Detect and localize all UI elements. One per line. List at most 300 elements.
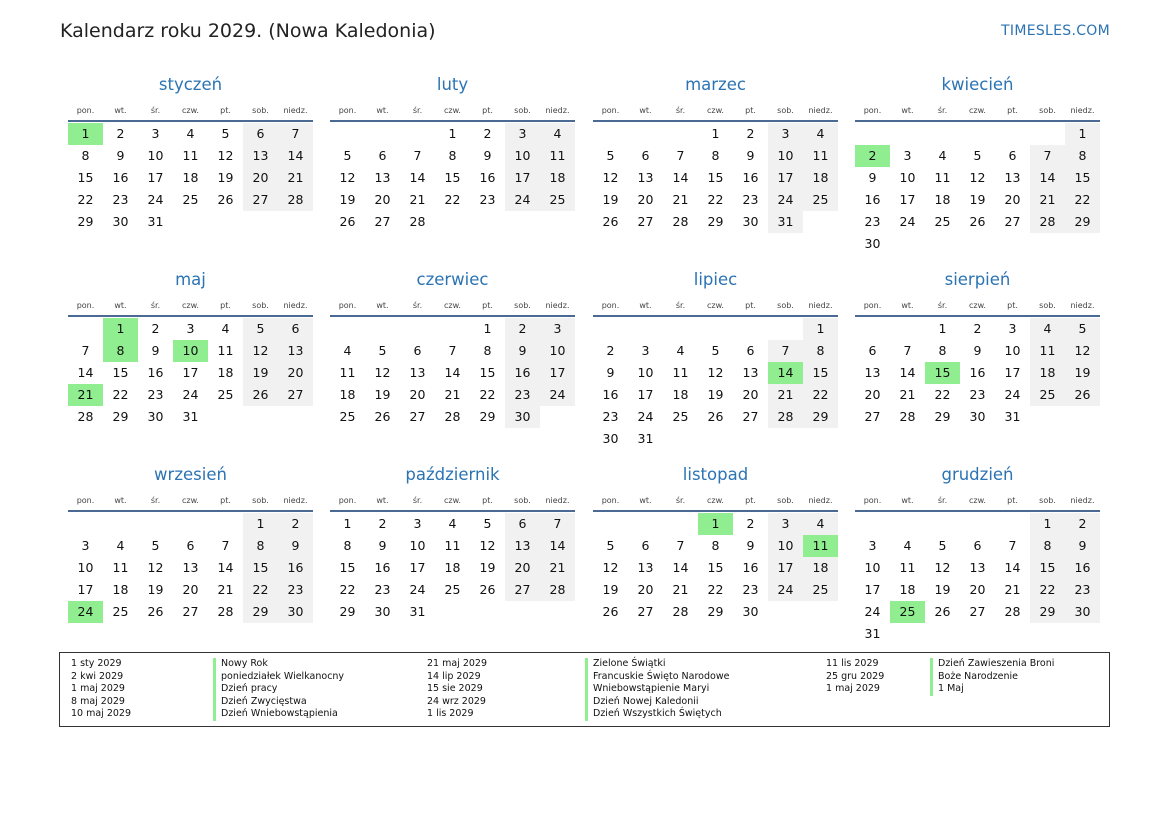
weekday-label: wt.	[376, 496, 389, 505]
day-cell: 25	[672, 409, 689, 424]
day-cell: 5	[1065, 318, 1100, 340]
day-cell: 13	[409, 365, 426, 380]
legend-holiday-name: poniedziałek Wielkanocny	[221, 670, 345, 682]
weekday-label: śr.	[412, 106, 423, 115]
day-cell: 30	[374, 604, 391, 619]
day-cell: 31	[864, 626, 881, 641]
month-9	[330, 464, 575, 623]
day-cell: 8	[1065, 145, 1100, 167]
weekday-label: śr.	[675, 496, 686, 505]
day-cell: 16	[864, 192, 881, 207]
day-cell: 30	[505, 406, 540, 428]
day-cell: 22	[479, 387, 496, 402]
weekday-label: sob.	[1039, 301, 1056, 310]
day-cell: 20	[637, 582, 654, 597]
day-cell: 23	[969, 387, 986, 402]
day-cell: 8	[483, 343, 492, 358]
weekday-label: czw.	[707, 496, 724, 505]
weekday-label: pt.	[220, 106, 231, 115]
day-cell: 18	[934, 192, 951, 207]
day-cell: 8	[448, 148, 457, 163]
day-cell: 6	[243, 123, 278, 145]
day-cell: 22	[444, 192, 461, 207]
day-cell: 3	[413, 516, 422, 531]
legend-date: 1 maj 2029	[71, 683, 125, 694]
day-cell: 21	[409, 192, 426, 207]
holiday-day: 1	[698, 513, 733, 535]
day-grid	[330, 122, 575, 233]
legend-names	[585, 658, 729, 721]
month-6	[593, 269, 838, 450]
day-cell: 2	[746, 516, 755, 531]
day-cell: 5	[483, 516, 492, 531]
empty-cell	[593, 123, 628, 145]
weekday-label: śr.	[150, 301, 161, 310]
weekday-label: niedz.	[545, 301, 570, 310]
day-cell: 28	[672, 214, 689, 229]
legend-date: 24 wrz 2029	[427, 695, 486, 707]
day-cell: 24	[182, 387, 199, 402]
day-cell: 23	[742, 582, 759, 597]
day-cell: 19	[147, 582, 164, 597]
weekday-label: niedz.	[283, 496, 308, 505]
weekday-header	[593, 293, 838, 317]
day-cell: 6	[278, 318, 313, 340]
day-cell: 27	[969, 604, 986, 619]
day-cell: 20	[742, 387, 759, 402]
day-cell: 24	[540, 384, 575, 406]
weekday-label: wt.	[114, 496, 127, 505]
day-cell: 13	[864, 365, 881, 380]
empty-cell	[855, 513, 890, 535]
legend-holiday-name: Dzień pracy	[221, 683, 278, 694]
day-cell: 12	[1065, 340, 1100, 362]
day-cell: 18	[339, 387, 356, 402]
day-cell: 19	[339, 192, 356, 207]
weekday-label: pon.	[863, 301, 882, 310]
day-grid	[855, 512, 1100, 645]
day-cell: 23	[479, 192, 496, 207]
day-cell: 3	[186, 321, 195, 336]
holiday-day: 15	[925, 362, 960, 384]
day-cell: 30	[1065, 601, 1100, 623]
day-cell: 15	[1065, 167, 1100, 189]
empty-cell	[400, 123, 435, 145]
day-cell: 29	[77, 214, 94, 229]
legend-holiday-name: 1 Maj	[938, 683, 964, 694]
month-name: luty	[436, 75, 469, 94]
day-cell: 20	[278, 362, 313, 384]
weekday-label: pon.	[338, 106, 357, 115]
day-cell: 17	[899, 192, 916, 207]
weekday-label: wt.	[639, 301, 652, 310]
day-cell: 15	[339, 560, 356, 575]
day-cell: 11	[899, 560, 916, 575]
day-cell: 25	[803, 579, 838, 601]
day-cell: 1	[1065, 123, 1100, 145]
weekday-label: niedz.	[1070, 496, 1095, 505]
day-cell: 19	[602, 582, 619, 597]
day-cell: 9	[378, 538, 387, 553]
day-cell: 21	[899, 387, 916, 402]
day-cell: 4	[1030, 318, 1065, 340]
day-cell: 8	[711, 538, 720, 553]
day-cell: 11	[217, 343, 234, 358]
day-cell: 20	[864, 387, 881, 402]
empty-cell	[855, 123, 890, 145]
day-cell: 28	[1004, 604, 1021, 619]
day-cell: 16	[1065, 557, 1100, 579]
day-cell: 3	[151, 126, 160, 141]
weekday-header	[330, 98, 575, 122]
weekday-label: niedz.	[545, 106, 570, 115]
day-cell: 28	[409, 214, 426, 229]
day-cell: 30	[278, 601, 313, 623]
weekday-label: sob.	[777, 496, 794, 505]
empty-cell	[400, 318, 435, 340]
weekday-label: sob.	[514, 301, 531, 310]
day-cell: 18	[899, 582, 916, 597]
day-cell: 30	[969, 409, 986, 424]
day-cell: 31	[147, 214, 164, 229]
day-cell: 3	[868, 538, 877, 553]
weekday-label: czw.	[444, 106, 461, 115]
weekday-label: wt.	[639, 496, 652, 505]
weekday-label: czw.	[707, 106, 724, 115]
empty-cell	[365, 318, 400, 340]
day-cell: 23	[374, 582, 391, 597]
day-cell: 6	[973, 538, 982, 553]
weekday-label: pt.	[482, 301, 493, 310]
day-cell: 5	[343, 148, 352, 163]
day-cell: 15	[803, 362, 838, 384]
weekday-label: pt.	[482, 106, 493, 115]
day-cell: 23	[112, 192, 129, 207]
day-cell: 10	[768, 535, 803, 557]
empty-cell	[68, 318, 103, 340]
day-cell: 17	[864, 582, 881, 597]
day-grid	[68, 317, 313, 428]
day-cell: 15	[707, 560, 724, 575]
day-cell: 14	[672, 560, 689, 575]
legend-holiday-name: Dzień Wszystkich Świętych	[593, 708, 722, 719]
day-cell: 21	[768, 384, 803, 406]
weekday-label: sob.	[1039, 496, 1056, 505]
month-name: marzec	[685, 75, 746, 94]
weekday-label: pt.	[745, 496, 756, 505]
day-cell: 24	[864, 604, 881, 619]
empty-cell	[995, 123, 1030, 145]
day-cell: 20	[505, 557, 540, 579]
empty-cell	[890, 513, 925, 535]
day-grid	[330, 317, 575, 428]
holiday-day: 2	[855, 145, 890, 167]
day-cell: 13	[969, 560, 986, 575]
day-cell: 26	[969, 214, 986, 229]
day-grid	[593, 122, 838, 233]
legend-names	[930, 658, 1054, 696]
day-cell: 19	[934, 582, 951, 597]
day-cell: 14	[217, 560, 234, 575]
day-cell: 5	[243, 318, 278, 340]
day-cell: 29	[479, 409, 496, 424]
month-1	[330, 74, 575, 233]
day-cell: 6	[868, 343, 877, 358]
legend-date: 1 lis 2029	[427, 708, 474, 719]
day-cell: 27	[742, 409, 759, 424]
day-cell: 28	[540, 579, 575, 601]
day-cell: 3	[81, 538, 90, 553]
day-cell: 12	[339, 170, 356, 185]
empty-cell	[698, 318, 733, 340]
day-cell: 6	[746, 343, 755, 358]
day-cell: 24	[768, 579, 803, 601]
day-cell: 9	[746, 538, 755, 553]
weekday-label: niedz.	[283, 301, 308, 310]
day-cell: 25	[803, 189, 838, 211]
day-cell: 13	[637, 560, 654, 575]
day-cell: 23	[147, 387, 164, 402]
day-cell: 4	[116, 538, 125, 553]
day-cell: 23	[1065, 579, 1100, 601]
day-cell: 14	[444, 365, 461, 380]
day-cell: 9	[116, 148, 125, 163]
day-cell: 20	[637, 192, 654, 207]
day-cell: 7	[221, 538, 230, 553]
day-cell: 17	[768, 167, 803, 189]
day-cell: 17	[77, 582, 94, 597]
day-cell: 2	[483, 126, 492, 141]
day-cell: 21	[540, 557, 575, 579]
day-cell: 8	[343, 538, 352, 553]
day-cell: 2	[1065, 513, 1100, 535]
day-cell: 14	[899, 365, 916, 380]
day-cell: 17	[409, 560, 426, 575]
day-cell: 27	[182, 604, 199, 619]
day-cell: 2	[973, 321, 982, 336]
weekday-label: pon.	[76, 496, 95, 505]
day-cell: 28	[1030, 211, 1065, 233]
day-cell: 27	[1004, 214, 1021, 229]
day-cell: 24	[899, 214, 916, 229]
day-cell: 27	[637, 604, 654, 619]
weekday-label: czw.	[969, 496, 986, 505]
month-4	[68, 269, 313, 428]
day-cell: 12	[479, 538, 496, 553]
day-cell: 20	[243, 167, 278, 189]
day-grid	[68, 512, 313, 623]
day-cell: 4	[540, 123, 575, 145]
day-cell: 5	[221, 126, 230, 141]
day-cell: 10	[864, 560, 881, 575]
weekday-label: śr.	[150, 106, 161, 115]
legend-holiday-name: Dzień Nowej Kaledonii	[593, 695, 699, 707]
holiday-day: 1	[68, 123, 103, 145]
day-cell: 16	[742, 170, 759, 185]
day-cell: 8	[938, 343, 947, 358]
day-cell: 10	[147, 148, 164, 163]
weekday-label: niedz.	[283, 106, 308, 115]
day-cell: 13	[278, 340, 313, 362]
day-cell: 12	[374, 365, 391, 380]
day-cell: 14	[278, 145, 313, 167]
day-cell: 22	[803, 384, 838, 406]
weekday-label: śr.	[937, 301, 948, 310]
weekday-label: wt.	[901, 106, 914, 115]
page-title: Kalendarz roku 2029. (Nowa Kaledonia)	[60, 20, 436, 42]
month-7	[855, 269, 1100, 428]
day-cell: 4	[448, 516, 457, 531]
weekday-label: sob.	[252, 106, 269, 115]
day-cell: 25	[444, 582, 461, 597]
month-3	[855, 74, 1100, 255]
weekday-label: niedz.	[808, 301, 833, 310]
day-cell: 15	[1030, 557, 1065, 579]
empty-cell	[960, 123, 995, 145]
weekday-label: czw.	[182, 496, 199, 505]
day-cell: 22	[339, 582, 356, 597]
month-name: lipiec	[693, 270, 738, 289]
month-2	[593, 74, 838, 233]
holiday-day: 21	[68, 384, 103, 406]
legend-date: 2 kwi 2029	[71, 670, 124, 682]
day-cell: 3	[1008, 321, 1017, 336]
day-cell: 15	[479, 365, 496, 380]
weekday-label: pt.	[220, 496, 231, 505]
empty-cell	[890, 318, 925, 340]
day-cell: 11	[934, 170, 951, 185]
weekday-label: pt.	[1007, 496, 1018, 505]
weekday-header	[593, 98, 838, 122]
weekday-label: pon.	[601, 496, 620, 505]
legend-dates	[826, 658, 884, 696]
day-cell: 29	[803, 406, 838, 428]
empty-cell	[890, 123, 925, 145]
day-cell: 18	[672, 387, 689, 402]
day-cell: 26	[602, 214, 619, 229]
holiday-day: 8	[103, 340, 138, 362]
legend-holiday-name: Boże Narodzenie	[938, 670, 1018, 682]
day-cell: 21	[672, 192, 689, 207]
day-cell: 28	[217, 604, 234, 619]
day-cell: 11	[182, 148, 199, 163]
day-cell: 7	[278, 123, 313, 145]
day-cell: 28	[672, 604, 689, 619]
day-cell: 3	[641, 343, 650, 358]
day-cell: 12	[217, 148, 234, 163]
holiday-day: 1	[103, 318, 138, 340]
day-cell: 13	[1004, 170, 1021, 185]
day-cell: 26	[479, 582, 496, 597]
day-cell: 3	[768, 123, 803, 145]
weekday-label: wt.	[639, 106, 652, 115]
weekday-label: pon.	[76, 106, 95, 115]
day-grid	[68, 122, 313, 233]
empty-cell	[663, 123, 698, 145]
day-cell: 12	[934, 560, 951, 575]
day-cell: 19	[374, 387, 391, 402]
day-cell: 22	[1030, 579, 1065, 601]
empty-cell	[435, 318, 470, 340]
day-cell: 28	[77, 409, 94, 424]
month-name: czerwiec	[416, 270, 489, 289]
day-cell: 26	[243, 384, 278, 406]
day-cell: 24	[147, 192, 164, 207]
day-cell: 29	[1030, 601, 1065, 623]
day-cell: 18	[217, 365, 234, 380]
legend-dates	[71, 658, 131, 721]
day-cell: 7	[903, 343, 912, 358]
day-cell: 22	[77, 192, 94, 207]
day-cell: 7	[676, 148, 685, 163]
day-cell: 7	[676, 538, 685, 553]
day-cell: 4	[186, 126, 195, 141]
day-cell: 14	[540, 535, 575, 557]
day-cell: 11	[1030, 340, 1065, 362]
day-cell: 16	[602, 387, 619, 402]
weekday-label: sob.	[514, 496, 531, 505]
weekday-label: pon.	[338, 301, 357, 310]
day-cell: 1	[483, 321, 492, 336]
month-name: styczeń	[158, 75, 223, 94]
day-cell: 18	[112, 582, 129, 597]
day-cell: 20	[969, 582, 986, 597]
day-cell: 13	[374, 170, 391, 185]
day-cell: 17	[182, 365, 199, 380]
empty-cell	[593, 318, 628, 340]
day-cell: 20	[1004, 192, 1021, 207]
day-cell: 2	[505, 318, 540, 340]
day-cell: 13	[637, 170, 654, 185]
legend-date: 10 maj 2029	[71, 708, 132, 719]
day-cell: 9	[973, 343, 982, 358]
day-cell: 18	[182, 170, 199, 185]
empty-cell	[925, 123, 960, 145]
day-cell: 16	[147, 365, 164, 380]
day-cell: 22	[707, 582, 724, 597]
day-cell: 18	[1030, 362, 1065, 384]
legend-holiday-name: Zielone Świątki	[593, 658, 666, 669]
day-cell: 10	[1004, 343, 1021, 358]
brand-link[interactable]: TIMESLES.COM	[1001, 23, 1110, 39]
month-name: wrzesień	[154, 465, 227, 484]
legend-date: 14 lip 2029	[427, 670, 481, 682]
weekday-header	[330, 293, 575, 317]
legend-date: 21 maj 2029	[427, 658, 488, 669]
weekday-label: czw.	[707, 301, 724, 310]
weekday-label: czw.	[444, 496, 461, 505]
day-cell: 6	[641, 538, 650, 553]
day-cell: 30	[742, 214, 759, 229]
weekday-label: sob.	[252, 301, 269, 310]
day-cell: 18	[540, 167, 575, 189]
day-cell: 9	[868, 170, 877, 185]
day-cell: 9	[151, 343, 160, 358]
day-cell: 26	[707, 409, 724, 424]
day-cell: 10	[77, 560, 94, 575]
day-cell: 20	[409, 387, 426, 402]
day-cell: 30	[602, 431, 619, 446]
legend-holiday-name: Wniebowstąpienie Maryi	[593, 683, 710, 694]
day-cell: 11	[339, 365, 356, 380]
weekday-label: sob.	[252, 496, 269, 505]
weekday-label: pon.	[863, 496, 882, 505]
weekday-label: wt.	[376, 301, 389, 310]
weekday-header	[855, 293, 1100, 317]
day-cell: 31	[768, 211, 803, 233]
day-cell: 5	[711, 343, 720, 358]
day-cell: 14	[1004, 560, 1021, 575]
